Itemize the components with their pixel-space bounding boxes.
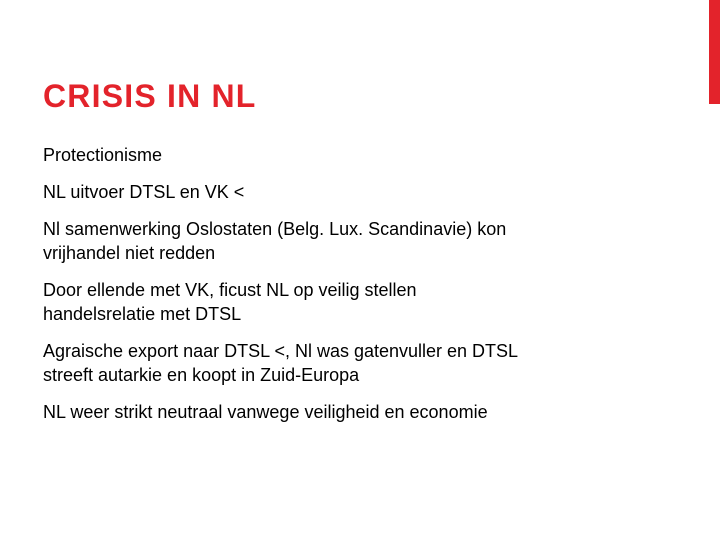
bullet-protectionisme: Protectionisme (43, 145, 163, 165)
bullet-neutraal: NL weer strikt neutraal vanwege veiligheid en economie (43, 402, 488, 422)
bullet-agrarische-export: Agraische export naar DTSL <, Nl was gatenvuller en DTSL streeft autarkie en koopt in Zuid-Europa (43, 341, 519, 385)
bullet-oslostaten: Nl samenwerking Oslostaten (Belg. Lux. Scandinavie) kon vrijhandel niet redden (43, 219, 507, 263)
bullet-uitvoer: NL uitvoer DTSL en VK < (43, 182, 245, 202)
accent-bar (709, 0, 720, 104)
bullet-handelsrelatie: Door ellende met VK, ficust NL op veilig stellen handelsrelatie met DTSL (43, 280, 417, 324)
slide-title: CRISIS IN NL (43, 78, 257, 114)
bullet-list (43, 143, 643, 424)
